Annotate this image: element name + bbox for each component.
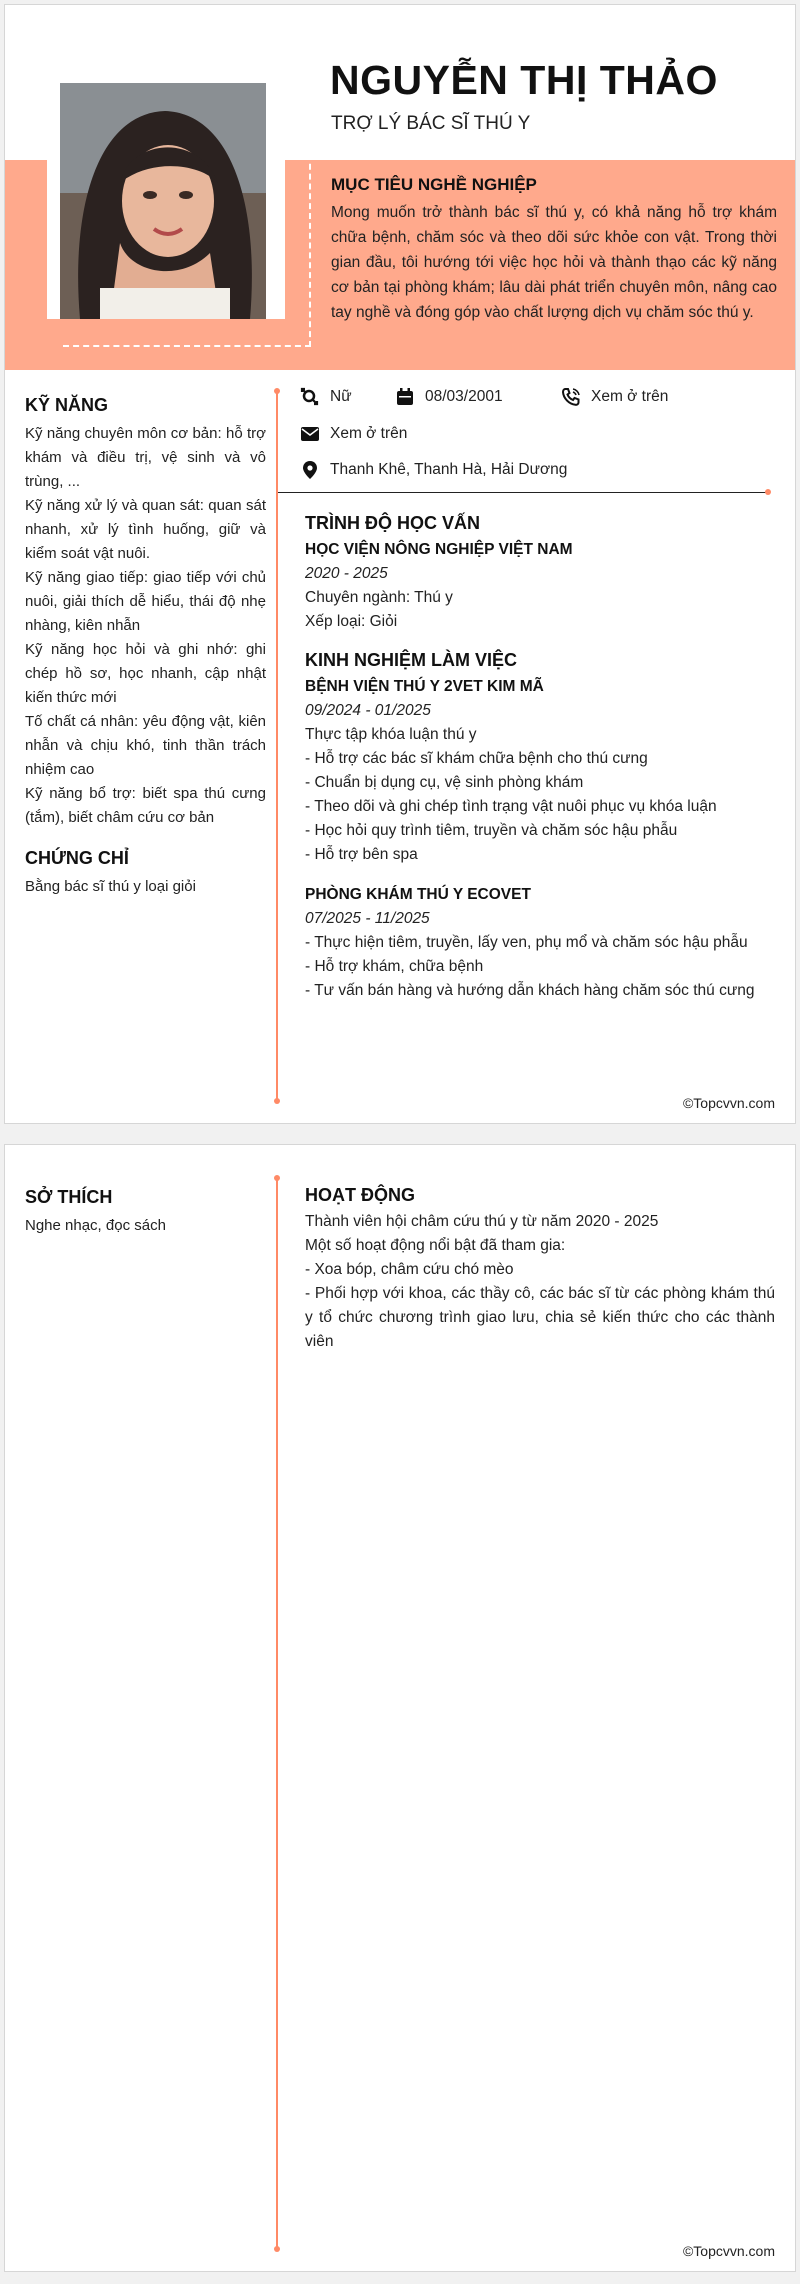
- main-section: [305, 513, 775, 1003]
- skills-title: KỸ NĂNG: [25, 395, 109, 415]
- calendar-icon: [395, 387, 415, 407]
- education-period: 2020 - 2025: [305, 565, 388, 582]
- hline-dot: [765, 489, 771, 495]
- cv-page-2: [4, 1144, 796, 2272]
- contact-divider: [278, 492, 770, 493]
- phone-value: Xem ở trên: [591, 388, 669, 405]
- job-line: Thực tập khóa luận thú y: [305, 726, 477, 743]
- job-period: 07/2025 - 11/2025: [305, 910, 430, 927]
- skill-item: Kỹ năng xử lý và quan sát: quan sát nhanh, xử lý tình huống, giữ và kiểm soát vật nuôi.: [25, 497, 266, 562]
- contact-birthday: [395, 387, 503, 407]
- skill-item: Kỹ năng chuyên môn cơ bản: hỗ trợ khám và điều trị, vệ sinh và vô trùng, ...: [25, 425, 266, 490]
- envelope-icon: [300, 424, 320, 444]
- job-line: - Chuẩn bị dụng cụ, vệ sinh phòng khám: [305, 774, 584, 791]
- divider-line: [276, 1177, 278, 2251]
- certificates-title: CHỨNG CHỈ: [25, 848, 129, 868]
- cv-page-1: [4, 4, 796, 1124]
- job-line: - Thực hiện tiêm, truyền, lấy ven, phụ mổ và chăm sóc hậu phẫu: [305, 934, 748, 951]
- skill-item: Kỹ năng học hỏi và ghi nhớ: ghi chép hồ sơ, học nhanh, cập nhật kiến thức mới: [25, 641, 266, 706]
- experience-title: KINH NGHIỆM LÀM VIỆC: [305, 650, 518, 670]
- education-title: TRÌNH ĐỘ HỌC VẤN: [305, 513, 480, 533]
- company-name: BỆNH VIỆN THÚ Y 2VET KIM MÃ: [305, 678, 544, 695]
- education-line: Chuyên ngành: Thú y: [305, 589, 453, 606]
- objective-text: Mong muốn trở thành bác sĩ thú y, có khả năng hỗ trợ khám chữa bệnh, chăm sóc và theo dõi sức khỏe con vật. Trong thời gian đầu, tôi hướng tới việc học hỏi và thành thạo các kỹ năng cơ bản tại phòng khám; lâu dài phát triển chuyên môn, nâng cao tay nghề và đóng góp vào chất lượng dịch vụ chăm sóc thú y.: [331, 204, 777, 321]
- school-name: HỌC VIỆN NÔNG NGHIỆP VIỆT NAM: [305, 541, 573, 558]
- location-pin-icon: [300, 460, 320, 480]
- job-line: - Học hỏi quy trình tiêm, truyền và chăm sóc hậu phẫu: [305, 822, 678, 839]
- education-line: Xếp loại: Giỏi: [305, 613, 398, 630]
- hobbies-text: Nghe nhạc, đọc sách: [25, 1217, 166, 1234]
- gender-icon: [300, 387, 320, 407]
- contact-gender: [300, 387, 352, 407]
- footer-watermark: ©Topcvvn.com: [682, 2243, 775, 2259]
- profile-photo: [60, 83, 266, 319]
- contact-email: [300, 424, 407, 444]
- job-line: - Theo dõi và ghi chép tình trạng vật nuôi phục vụ khóa luận: [305, 798, 717, 815]
- divider-line: [276, 390, 278, 1102]
- contact-address: [300, 460, 567, 480]
- birthday-value: 08/03/2001: [425, 388, 503, 405]
- job-position: TRỢ LÝ BÁC SĨ THÚ Y: [331, 113, 531, 134]
- activity-line: - Xoa bóp, châm cứu chó mèo: [305, 1261, 514, 1278]
- candidate-name: NGUYỄN THỊ THẢO: [330, 57, 718, 103]
- activities-section: [305, 1185, 775, 1354]
- job-line: - Hỗ trợ bên spa: [305, 846, 418, 863]
- phone-icon: [561, 387, 581, 407]
- job-period: 09/2024 - 01/2025: [305, 702, 431, 719]
- activity-line: - Phối hợp với khoa, các thầy cô, các bác sĩ từ các phòng khám thú y tổ chức chương trình giao lưu, chia sẻ kiến thức cho các thành viên: [305, 1285, 775, 1350]
- line-dot-bottom: [274, 1098, 280, 1104]
- activity-line: Thành viên hội châm cứu thú y từ năm 2020 - 2025: [305, 1213, 659, 1230]
- job-line: - Hỗ trợ các bác sĩ khám chữa bệnh cho thú cưng: [305, 750, 648, 767]
- job-line: - Hỗ trợ khám, chữa bệnh: [305, 958, 484, 975]
- job-line: - Tư vấn bán hàng và hướng dẫn khách hàng chăm sóc thú cưng: [305, 982, 755, 999]
- skill-item: Kỹ năng giao tiếp: giao tiếp với chủ nuôi, giải thích dễ hiểu, thái độ nhẹ nhàng, kiên nhẫn: [25, 569, 266, 634]
- skills-section: [25, 395, 266, 899]
- skill-item: Kỹ năng bổ trợ: biết spa thú cưng (tắm), biết châm cứu cơ bản: [25, 785, 266, 826]
- line-dot-top: [274, 388, 280, 394]
- email-value: Xem ở trên: [330, 425, 408, 442]
- company-name: PHÒNG KHÁM THÚ Y ECOVET: [305, 886, 531, 903]
- line-dot-bottom: [274, 2246, 280, 2252]
- gender-value: Nữ: [330, 388, 352, 405]
- objective-title: MỤC TIÊU NGHỀ NGHIỆP: [331, 175, 537, 194]
- hobbies-section: [25, 1187, 266, 1238]
- activity-line: Một số hoạt động nổi bật đã tham gia:: [305, 1237, 566, 1254]
- line-dot-top: [274, 1175, 280, 1181]
- hobbies-title: SỞ THÍCH: [25, 1187, 113, 1207]
- certificate-item: Bằng bác sĩ thú y loại giỏi: [25, 878, 196, 895]
- activities-title: HOẠT ĐỘNG: [305, 1185, 415, 1205]
- footer-watermark: ©Topcvvn.com: [682, 1095, 775, 1111]
- address-value: Thanh Khê, Thanh Hà, Hải Dương: [330, 461, 568, 478]
- contact-phone: [561, 387, 668, 407]
- skill-item: Tố chất cá nhân: yêu động vật, kiên nhẫn và chịu khó, tinh thần trách nhiệm cao: [25, 713, 266, 778]
